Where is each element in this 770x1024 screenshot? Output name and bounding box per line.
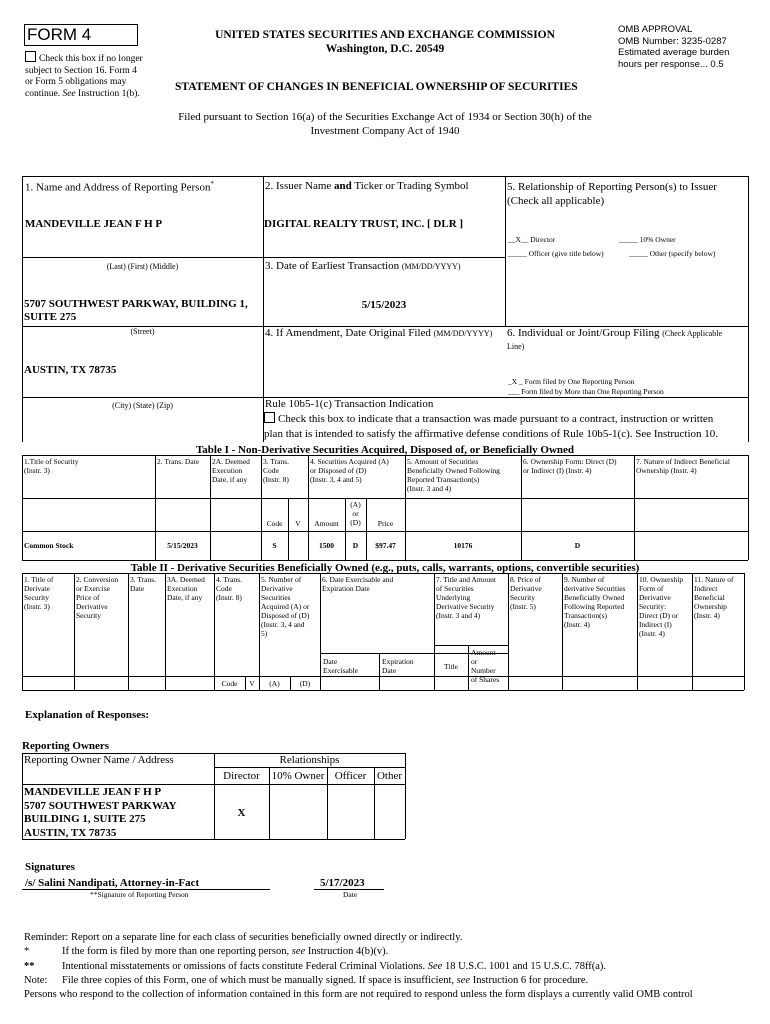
no-longer-subject-checkbox[interactable] xyxy=(25,51,36,62)
signature-date: 5/17/2023 xyxy=(320,877,365,889)
signer-name: /s/ Salini Nandipati, Attorney-in-Fact xyxy=(25,877,200,889)
owner-director-mark: X xyxy=(237,807,246,819)
t1-col-title: 1.Title of Security (Instr. 3) xyxy=(24,457,79,475)
t2-sub-amount: Amount or Number of Shares xyxy=(471,648,500,684)
t1-sub-ad: (A) or (D) xyxy=(350,500,361,527)
t1-row-ad: D xyxy=(352,541,359,550)
t2-col-deemed: 3A. Deemed Execution Date, if any xyxy=(167,575,205,602)
t1-sub-code: Code xyxy=(266,519,283,528)
owners-col-name: Reporting Owner Name / Address xyxy=(24,754,174,766)
t2-col-number: 5. Number of Derivative Securities Acquired (A) or Disposed of (D) (Instr. 3, 4 and 5) xyxy=(261,575,310,638)
city-sublabel: (City) (State) (Zip) xyxy=(112,401,173,410)
t2-sub-d: (D) xyxy=(299,679,311,688)
t2-sub-expiration: Expiration Date xyxy=(382,657,414,675)
persons-text: Persons who respond to the collection of information contained in this form are not required to respond unless the form displays a currently valid OMB control xyxy=(24,989,693,1001)
t1-sub-price: Price xyxy=(377,519,394,528)
relationship-ten-pct: _____ 10% Owner xyxy=(619,235,676,244)
owners-col-officer: Officer xyxy=(334,770,367,782)
t1-col-owned: 5. Amount of Securities Beneficially Owned Following Reported Transaction(s) (Instr. 3 and 4) xyxy=(407,457,500,493)
t1-row-code: S xyxy=(272,541,277,550)
form-title: FORM 4 xyxy=(27,25,92,44)
agency-name: UNITED STATES SECURITIES AND EXCHANGE COMMISSION xyxy=(215,29,555,41)
owners-col-other: Other xyxy=(376,770,403,782)
t1-col-date: 2. Trans. Date xyxy=(157,457,200,466)
relationship-other: _____ Other (specify below) xyxy=(629,249,716,258)
owners-col-ten: 10% Owner xyxy=(271,770,325,782)
street-sublabel: (Street) xyxy=(130,327,155,336)
reminder-text: Reminder: Report on a separate line for each class of securities beneficially owned directly or indirectly. xyxy=(24,932,463,943)
no-longer-subject-note: Check this box if no longer subject to Section 16. Form 4 or Form 5 obligations may continue. See Instruction 1(b). xyxy=(25,51,165,100)
t1-row-owned: 10176 xyxy=(453,541,473,550)
issuer-header: 2. Issuer Name and Ticker or Trading Symbol xyxy=(265,180,469,192)
t2-col-title: 1. Title of Derivate Security (Instr. 3) xyxy=(24,575,54,611)
relationship-director: __X__ Director xyxy=(508,235,556,244)
owners-col-director: Director xyxy=(223,770,260,782)
t2-col-code: 4. Trans. Code (Instr. 8) xyxy=(216,575,243,602)
rule-10b5-checkbox[interactable] xyxy=(264,412,275,423)
filing-one-person: _X _ Form filed by One Reporting Person xyxy=(508,377,635,386)
form-title-box xyxy=(24,24,138,46)
filed-pursuant: Filed pursuant to Section 16(a) of the Securities Exchange Act of 1934 or Section 30(h) of the Investment Company Act of 1940 xyxy=(178,111,592,137)
double-star-note: ** Intentional misstatements or omissions of facts constitute Federal Criminal Violations. See 18 U.S.C. 1001 and 15 U.S.C. 78ff(a). xyxy=(24,960,607,972)
t1-sub-v: V xyxy=(295,519,301,528)
earliest-transaction-date: 5/15/2023 xyxy=(361,299,407,311)
t2-col-owned: 9. Number of derivative Securities Beneficially Owned Following Reported Transaction(s) (Instr. 4) xyxy=(564,575,626,629)
table2-title: Table II - Derivative Securities Beneficially Owned (e.g., puts, calls, warrants, options, convertible securities) xyxy=(130,562,640,574)
signer-caption: **Signature of Reporting Person xyxy=(90,890,189,899)
t2-sub-date-exercisable: Date Exercisable xyxy=(323,657,358,675)
signatures-header: Signatures xyxy=(25,861,75,873)
t2-sub-code: Code xyxy=(221,679,238,688)
t2-col-conversion: 2. Conversion or Exercise Price of Derivative Security xyxy=(76,575,119,620)
rule-header: Rule 10b5-1(c) Transaction Indication xyxy=(265,398,434,410)
reporting-person-name: MANDEVILLE JEAN F H P xyxy=(25,218,163,230)
relationship-header: 5. Relationship of Reporting Person(s) to Issuer (Check all applicable) xyxy=(507,181,717,207)
t2-col-exercisable: 6. Date Exercisable and Expiration Date xyxy=(322,575,394,593)
t1-col-nature: 7. Nature of Indirect Beneficial Ownership (Instr. 4) xyxy=(636,457,730,475)
filing-type-header: 6. Individual or Joint/Group Filing (Check Applicable Line) xyxy=(507,327,722,351)
t1-row-date: 5/15/2023 xyxy=(167,541,198,550)
omb-approval: OMB APPROVAL OMB Number: 3235-0287 Estimated average burden hours per response... 0.5 xyxy=(618,24,730,70)
t1-col-code: 3. Trans. Code (Instr. 8) xyxy=(263,457,290,484)
t1-sub-amount: Amount xyxy=(314,519,339,528)
t2-col-form: 10. Ownership Form of Derivative Security: Direct (D) or Indirect (I) (Instr. 4) xyxy=(639,575,684,638)
note-text: Note: File three copies of this Form, one of which must be manually signed. If space is insufficient, see Instruction 6 for procedure. xyxy=(24,974,589,986)
owners-col-relationships: Relationships xyxy=(279,754,340,766)
t1-col-deemed: 2A. Deemed Execution Date, if any xyxy=(212,457,250,484)
rule-text: Check this box to indicate that a transaction was made pursuant to a contract, instruction or written plan that is intended to satisfy the affirmative defense conditions of Rule 10b5-1(c). See Instruction 10. xyxy=(264,413,719,440)
date-caption: Date xyxy=(343,890,358,899)
t2-sub-v: V xyxy=(249,679,255,688)
t1-col-form: 6. Ownership Form: Direct (D) or Indirect (I) (Instr. 4) xyxy=(523,457,617,475)
t2-sub-title: Title xyxy=(444,662,458,671)
reporting-person-header: 1. Name and Address of Reporting Person* xyxy=(25,180,214,194)
agency-location: Washington, D.C. 20549 xyxy=(325,43,445,55)
t1-col-acquired: 4. Securities Acquired (A) or Disposed of (D) (Instr. 3, 4 and 5) xyxy=(310,457,389,484)
explanation-header: Explanation of Responses: xyxy=(25,709,150,721)
t1-row-amount: 1500 xyxy=(319,541,334,550)
table1-title: Table I - Non-Derivative Securities Acquired, Disposed of, or Beneficially Owned xyxy=(195,444,575,456)
t2-col-underlying: 7. Title and Amount of Securities Underlying Derivative Security (Instr. 3 and 4) xyxy=(436,575,497,620)
name-sublabel: (Last) (First) (Middle) xyxy=(106,262,179,271)
earliest-transaction-header: 3. Date of Earliest Transaction (MM/DD/YYYY) xyxy=(265,260,461,272)
t1-row-price: $97.47 xyxy=(375,541,396,550)
reporting-owners-header: Reporting Owners xyxy=(22,740,110,752)
amendment-header: 4. If Amendment, Date Original Filed (MM/DD/YYYY) xyxy=(265,327,493,339)
t2-col-nature: 11. Nature of Indirect Beneficial Ownership (Instr. 4) xyxy=(694,575,734,620)
relationship-officer: _____ Officer (give title below) xyxy=(508,249,604,258)
issuer-name: DIGITAL REALTY TRUST, INC. [ DLR ] xyxy=(264,218,464,230)
t1-row-form: D xyxy=(574,541,581,550)
owner-name-address: MANDEVILLE JEAN F H P 5707 SOUTHWEST PARKWAY BUILDING 1, SUITE 275 AUSTIN, TX 78735 xyxy=(24,786,177,839)
t1-row-title: Common Stock xyxy=(24,541,74,550)
footer-notes xyxy=(24,931,764,1002)
single-star-note: * If the form is filed by more than one reporting person, see Instruction 4(b)(v). xyxy=(24,946,389,958)
t2-col-price: 8. Price of Derivative Security (Instr. 5) xyxy=(510,575,542,611)
t2-col-date: 3. Trans. Date xyxy=(130,575,157,593)
statement-title: STATEMENT OF CHANGES IN BENEFICIAL OWNERSHIP OF SECURITIES xyxy=(175,81,578,93)
filing-multi-person: ___ Form filed by More than One Reporting Person xyxy=(508,387,664,396)
reporting-person-address: 5707 SOUTHWEST PARKWAY, BUILDING 1, SUITE 275 xyxy=(24,298,248,323)
reporting-person-city: AUSTIN, TX 78735 xyxy=(24,364,117,376)
t2-sub-a: (A) xyxy=(269,679,280,688)
